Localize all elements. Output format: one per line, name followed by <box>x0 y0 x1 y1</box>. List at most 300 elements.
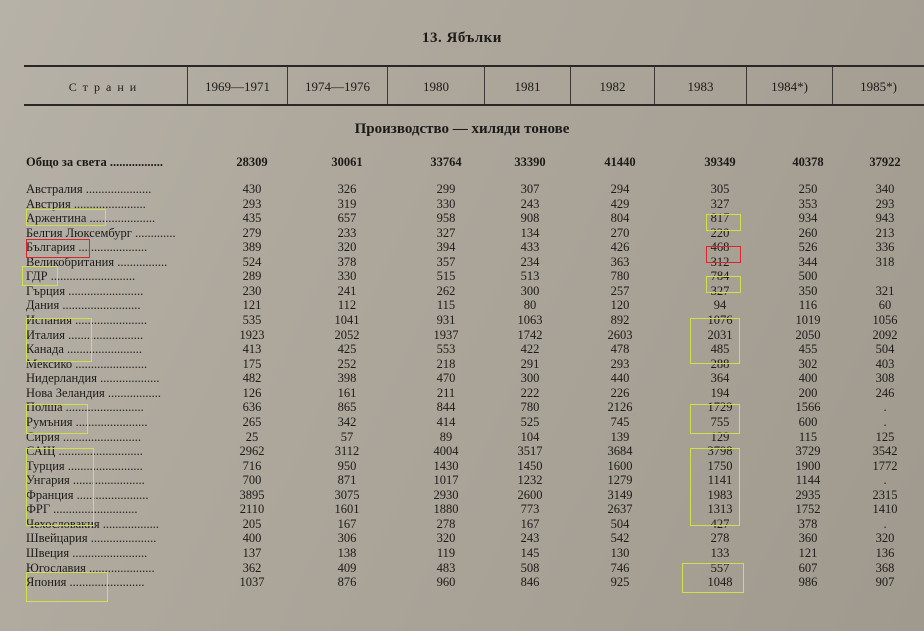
table-row <box>0 210 924 226</box>
table-row <box>0 414 924 430</box>
value-cell: 804 <box>610 211 630 225</box>
value-cell: 513 <box>520 269 540 283</box>
value-cell: 2935 <box>795 488 821 502</box>
value-cell: 745 <box>610 415 630 429</box>
value-cell: . <box>883 473 887 487</box>
value-cell: 167 <box>337 517 357 531</box>
value-cell: 134 <box>520 226 540 240</box>
value-cell: 3729 <box>795 444 821 458</box>
value-cell: 1900 <box>795 459 821 473</box>
value-cell: 126 <box>242 386 262 400</box>
value-cell: 305 <box>710 182 730 196</box>
value-cell: 780 <box>610 269 630 283</box>
value-cell: 243 <box>520 197 540 211</box>
value-cell: 2052 <box>334 328 360 342</box>
value-cell: 226 <box>610 386 630 400</box>
value-cell: 504 <box>875 342 895 356</box>
country-name: Австрия ....................... <box>26 197 146 211</box>
value-cell: 784 <box>710 269 730 283</box>
value-cell: 30061 <box>331 155 363 169</box>
table-row <box>0 399 924 415</box>
value-cell: 1983 <box>707 488 733 502</box>
value-cell: 2126 <box>607 400 633 414</box>
header-year: 1982 <box>570 67 654 104</box>
value-cell: 1410 <box>872 502 898 516</box>
value-cell: 353 <box>798 197 818 211</box>
value-cell: 3112 <box>334 444 360 458</box>
value-cell: 307 <box>520 182 540 196</box>
value-cell: 426 <box>610 240 630 254</box>
value-cell: 33764 <box>430 155 462 169</box>
value-cell: 773 <box>520 502 540 516</box>
table-row <box>0 181 924 197</box>
value-cell: 504 <box>610 517 630 531</box>
value-cell: 600 <box>798 415 818 429</box>
value-cell: 39349 <box>704 155 736 169</box>
value-cell: 483 <box>436 561 456 575</box>
country-name: Югославия ..................... <box>26 561 155 575</box>
value-cell: 403 <box>875 357 895 371</box>
value-cell: 342 <box>337 415 357 429</box>
yellow-highlight-box <box>22 266 58 286</box>
value-cell: 288 <box>710 357 730 371</box>
value-cell: 1430 <box>433 459 459 473</box>
value-cell: 500 <box>798 269 818 283</box>
table-row <box>0 574 924 590</box>
country-name: САЩ ........................... <box>26 444 143 458</box>
header-year: 1980 <box>387 67 484 104</box>
value-cell: 2315 <box>872 488 898 502</box>
value-cell: 535 <box>242 313 262 327</box>
table-row <box>0 341 924 357</box>
value-cell: 246 <box>875 386 895 400</box>
value-cell: 40378 <box>792 155 824 169</box>
value-cell: 3517 <box>517 444 543 458</box>
value-cell: 279 <box>242 226 262 240</box>
value-cell: 2930 <box>433 488 459 502</box>
value-cell: 1880 <box>433 502 459 516</box>
value-cell: 320 <box>337 240 357 254</box>
value-cell: 250 <box>798 182 818 196</box>
value-cell: 470 <box>436 371 456 385</box>
value-cell: 1063 <box>517 313 543 327</box>
table-row <box>0 501 924 517</box>
country-name: Сирия ......................... <box>26 430 141 444</box>
value-cell: 422 <box>520 342 540 356</box>
country-name: Италия ........................ <box>26 328 144 342</box>
value-cell: 1313 <box>707 502 733 516</box>
header-year: 1969—1971 <box>187 67 287 104</box>
table-row <box>0 239 924 255</box>
value-cell: 104 <box>520 430 540 444</box>
yellow-highlight-box <box>690 404 740 434</box>
value-cell: 357 <box>436 255 456 269</box>
value-cell: 1742 <box>517 328 543 342</box>
value-cell: 1450 <box>517 459 543 473</box>
value-cell: 205 <box>242 517 262 531</box>
value-cell: 1019 <box>795 313 821 327</box>
value-cell: 1279 <box>607 473 633 487</box>
value-cell: 2603 <box>607 328 633 342</box>
table-header <box>24 65 924 106</box>
value-cell: 1601 <box>334 502 360 516</box>
value-cell: 413 <box>242 342 262 356</box>
value-cell: 2110 <box>239 502 265 516</box>
value-cell: 1923 <box>239 328 265 342</box>
value-cell: 1729 <box>707 400 733 414</box>
value-cell: 37922 <box>869 155 901 169</box>
value-cell: 119 <box>436 546 456 560</box>
value-cell: 378 <box>337 255 357 269</box>
value-cell: 515 <box>436 269 456 283</box>
table-row <box>0 472 924 488</box>
value-cell: 293 <box>242 197 262 211</box>
value-cell: 400 <box>798 371 818 385</box>
value-cell: 455 <box>798 342 818 356</box>
table-row <box>0 545 924 561</box>
value-cell: 308 <box>875 371 895 385</box>
header-year: 1981 <box>484 67 570 104</box>
country-name: Полша ......................... <box>26 400 144 414</box>
value-cell: 327 <box>436 226 456 240</box>
value-cell: 1937 <box>433 328 459 342</box>
value-cell: 289 <box>242 269 262 283</box>
value-cell: 1041 <box>334 313 360 327</box>
value-cell: 327 <box>710 197 730 211</box>
red-highlight-box <box>706 246 741 263</box>
value-cell: 241 <box>337 284 357 298</box>
value-cell: 1037 <box>239 575 265 589</box>
value-cell: 780 <box>520 400 540 414</box>
value-cell: 360 <box>798 531 818 545</box>
country-name: Чехословакия .................. <box>26 517 160 531</box>
value-cell: 363 <box>610 255 630 269</box>
country-name: Гърция ........................ <box>26 284 144 298</box>
value-cell: . <box>883 400 887 414</box>
value-cell: 299 <box>436 182 456 196</box>
value-cell: 320 <box>436 531 456 545</box>
value-cell: 1017 <box>433 473 459 487</box>
country-name: ГДР ........................... <box>26 269 136 283</box>
value-cell: 1141 <box>707 473 733 487</box>
value-cell: 1076 <box>707 313 733 327</box>
value-cell: 270 <box>610 226 630 240</box>
table-row <box>0 268 924 284</box>
value-cell: 302 <box>798 357 818 371</box>
value-cell: 433 <box>520 240 540 254</box>
section-title: Производство — хиляди тонове <box>354 121 570 137</box>
value-cell: 414 <box>436 415 456 429</box>
value-cell: 41440 <box>604 155 636 169</box>
value-cell: 368 <box>875 561 895 575</box>
value-cell: 145 <box>520 546 540 560</box>
value-cell: 2092 <box>872 328 898 342</box>
value-cell: 553 <box>436 342 456 356</box>
value-cell: 4004 <box>433 444 459 458</box>
value-cell: 262 <box>436 284 456 298</box>
value-cell: 57 <box>340 430 354 444</box>
value-cell: 218 <box>436 357 456 371</box>
country-name: Франция ....................... <box>26 488 149 502</box>
table-title: 13. Ябълки <box>422 30 502 46</box>
value-cell: 876 <box>337 575 357 589</box>
country-name: Общо за света ................. <box>26 155 163 169</box>
value-cell: 524 <box>242 255 262 269</box>
value-cell: 435 <box>242 211 262 225</box>
value-cell: 1752 <box>795 502 821 516</box>
value-cell: 294 <box>610 182 630 196</box>
country-name: България ...................... <box>26 240 148 254</box>
value-cell: 1566 <box>795 400 821 414</box>
value-cell: 931 <box>436 313 456 327</box>
yellow-highlight-box <box>706 276 741 293</box>
value-cell: 257 <box>610 284 630 298</box>
value-cell: 116 <box>798 298 818 312</box>
country-name: Испания ....................... <box>26 313 147 327</box>
value-cell: 200 <box>798 386 818 400</box>
value-cell: 844 <box>436 400 456 414</box>
value-cell: 943 <box>875 211 895 225</box>
value-cell: 871 <box>337 473 357 487</box>
value-cell: 1056 <box>872 313 898 327</box>
value-cell: 321 <box>875 284 895 298</box>
value-cell: 1232 <box>517 473 543 487</box>
value-cell: 300 <box>520 284 540 298</box>
value-cell: 1048 <box>707 575 733 589</box>
value-cell: 485 <box>710 342 730 356</box>
value-cell: 746 <box>610 561 630 575</box>
header-year: 1984*) <box>746 67 832 104</box>
value-cell: 300 <box>520 371 540 385</box>
value-cell: 194 <box>710 386 730 400</box>
value-cell: 482 <box>242 371 262 385</box>
value-cell: 425 <box>337 342 357 356</box>
value-cell: 409 <box>337 561 357 575</box>
table-row <box>0 443 924 459</box>
value-cell: 478 <box>610 342 630 356</box>
value-cell: 865 <box>337 400 357 414</box>
value-cell: 908 <box>520 211 540 225</box>
value-cell: 817 <box>710 211 730 225</box>
yellow-highlight-box <box>682 563 744 593</box>
value-cell: 344 <box>798 255 818 269</box>
value-cell: 213 <box>875 226 895 240</box>
table-row <box>0 312 924 328</box>
value-cell: 175 <box>242 357 262 371</box>
value-cell: 542 <box>610 531 630 545</box>
value-cell: 133 <box>710 546 730 560</box>
value-cell: 60 <box>878 298 892 312</box>
table-row <box>0 530 924 546</box>
yellow-highlight-box <box>706 214 741 231</box>
value-cell: 440 <box>610 371 630 385</box>
yellow-highlight-box <box>26 404 88 434</box>
value-cell: 80 <box>523 298 537 312</box>
yellow-highlight-box <box>26 318 92 362</box>
value-cell: 233 <box>337 226 357 240</box>
value-cell: 33390 <box>514 155 546 169</box>
value-cell: 136 <box>875 546 895 560</box>
value-cell: 950 <box>337 459 357 473</box>
country-name: Нова Зеландия ................. <box>26 386 162 400</box>
value-cell: 430 <box>242 182 262 196</box>
value-cell: 293 <box>610 357 630 371</box>
value-cell: 427 <box>710 517 730 531</box>
country-name: Швеция ........................ <box>26 546 148 560</box>
value-cell: 167 <box>520 517 540 531</box>
value-cell: 129 <box>710 430 730 444</box>
value-cell: 960 <box>436 575 456 589</box>
value-cell: 1772 <box>872 459 898 473</box>
value-cell: 220 <box>710 226 730 240</box>
value-cell: 230 <box>242 284 262 298</box>
value-cell: 508 <box>520 561 540 575</box>
value-cell: 468 <box>710 240 730 254</box>
value-cell: 907 <box>875 575 895 589</box>
value-cell: 636 <box>242 400 262 414</box>
value-cell: 525 <box>520 415 540 429</box>
value-cell: 25 <box>245 430 259 444</box>
value-cell: 320 <box>875 531 895 545</box>
value-cell: 211 <box>436 386 456 400</box>
value-cell: 120 <box>610 298 630 312</box>
yellow-highlight-box <box>26 448 94 526</box>
country-name: Великобритания ................ <box>26 255 168 269</box>
value-cell: 28309 <box>236 155 268 169</box>
yellow-highlight-box <box>26 572 108 602</box>
value-cell: 137 <box>242 546 262 560</box>
value-cell: 364 <box>710 371 730 385</box>
value-cell: 265 <box>242 415 262 429</box>
value-cell: 112 <box>337 298 357 312</box>
header-year: 1974—1976 <box>287 67 387 104</box>
value-cell: 934 <box>798 211 818 225</box>
country-name: Румъния ....................... <box>26 415 148 429</box>
country-name: Аржентина ..................... <box>26 211 156 225</box>
value-cell: 312 <box>710 255 730 269</box>
country-name: Дания ......................... <box>26 298 141 312</box>
value-cell: 2637 <box>607 502 633 516</box>
value-cell: 1750 <box>707 459 733 473</box>
value-cell: 130 <box>610 546 630 560</box>
country-name: ФРГ ........................... <box>26 502 138 516</box>
table-row <box>0 297 924 313</box>
value-cell: 389 <box>242 240 262 254</box>
country-name: Швейцария ..................... <box>26 531 157 545</box>
value-cell: 1600 <box>607 459 633 473</box>
value-cell: 121 <box>798 546 818 560</box>
value-cell: 3542 <box>872 444 898 458</box>
value-cell: 138 <box>337 546 357 560</box>
value-cell: 3895 <box>239 488 265 502</box>
value-cell: 327 <box>710 284 730 298</box>
value-cell: 260 <box>798 226 818 240</box>
value-cell: 3149 <box>607 488 633 502</box>
value-cell: 291 <box>520 357 540 371</box>
value-cell: 139 <box>610 430 630 444</box>
value-cell: 429 <box>610 197 630 211</box>
value-cell: 958 <box>436 211 456 225</box>
value-cell: 362 <box>242 561 262 575</box>
total-row <box>0 154 924 170</box>
value-cell: 1144 <box>795 473 821 487</box>
value-cell: . <box>883 517 887 531</box>
value-cell: 846 <box>520 575 540 589</box>
value-cell: 755 <box>710 415 730 429</box>
value-cell: 252 <box>337 357 357 371</box>
value-cell: 330 <box>436 197 456 211</box>
value-cell: 234 <box>520 255 540 269</box>
value-cell: 925 <box>610 575 630 589</box>
value-cell: 657 <box>337 211 357 225</box>
value-cell: 557 <box>710 561 730 575</box>
yellow-highlight-box <box>690 318 740 364</box>
value-cell: 350 <box>798 284 818 298</box>
value-cell: 394 <box>436 240 456 254</box>
value-cell: 700 <box>242 473 262 487</box>
value-cell: 278 <box>436 517 456 531</box>
value-cell: 222 <box>520 386 540 400</box>
value-cell: 607 <box>798 561 818 575</box>
value-cell: 336 <box>875 240 895 254</box>
value-cell: 3684 <box>607 444 633 458</box>
yellow-highlight-box <box>690 448 740 526</box>
value-cell: 400 <box>242 531 262 545</box>
country-name: Канада ........................ <box>26 342 142 356</box>
value-cell: 319 <box>337 197 357 211</box>
value-cell: 892 <box>610 313 630 327</box>
value-cell: 526 <box>798 240 818 254</box>
value-cell: 243 <box>520 531 540 545</box>
yellow-highlight-box <box>26 209 106 226</box>
value-cell: 326 <box>337 182 357 196</box>
red-highlight-box <box>26 239 90 258</box>
value-cell: 306 <box>337 531 357 545</box>
value-cell: 94 <box>713 298 727 312</box>
country-name: Унгария ....................... <box>26 473 145 487</box>
value-cell: 3798 <box>707 444 733 458</box>
value-cell: 115 <box>436 298 456 312</box>
header-countries: Страни <box>68 80 143 94</box>
value-cell: 378 <box>798 517 818 531</box>
table-row <box>0 370 924 386</box>
country-name: Австралия ..................... <box>26 182 152 196</box>
value-cell: . <box>883 415 887 429</box>
header-year: 1983 <box>654 67 746 104</box>
value-cell: 125 <box>875 430 895 444</box>
value-cell: 115 <box>798 430 818 444</box>
country-name: Япония ........................ <box>26 575 145 589</box>
value-cell: 2031 <box>707 328 733 342</box>
value-cell: 986 <box>798 575 818 589</box>
value-cell: 318 <box>875 255 895 269</box>
country-name: Белгия Люксембург ............. <box>26 226 176 240</box>
value-cell: 161 <box>337 386 357 400</box>
value-cell: 293 <box>875 197 895 211</box>
value-cell: 716 <box>242 459 262 473</box>
value-cell: 330 <box>337 269 357 283</box>
header-year: 1985*) <box>832 67 924 104</box>
value-cell: 340 <box>875 182 895 196</box>
value-cell: 89 <box>439 430 453 444</box>
value-cell: 2050 <box>795 328 821 342</box>
country-name: Нидерландия ................... <box>26 371 160 385</box>
value-cell: 2600 <box>517 488 543 502</box>
value-cell: 278 <box>710 531 730 545</box>
value-cell: 121 <box>242 298 262 312</box>
country-name: Мексико ....................... <box>26 357 148 371</box>
country-name: Турция ........................ <box>26 459 143 473</box>
